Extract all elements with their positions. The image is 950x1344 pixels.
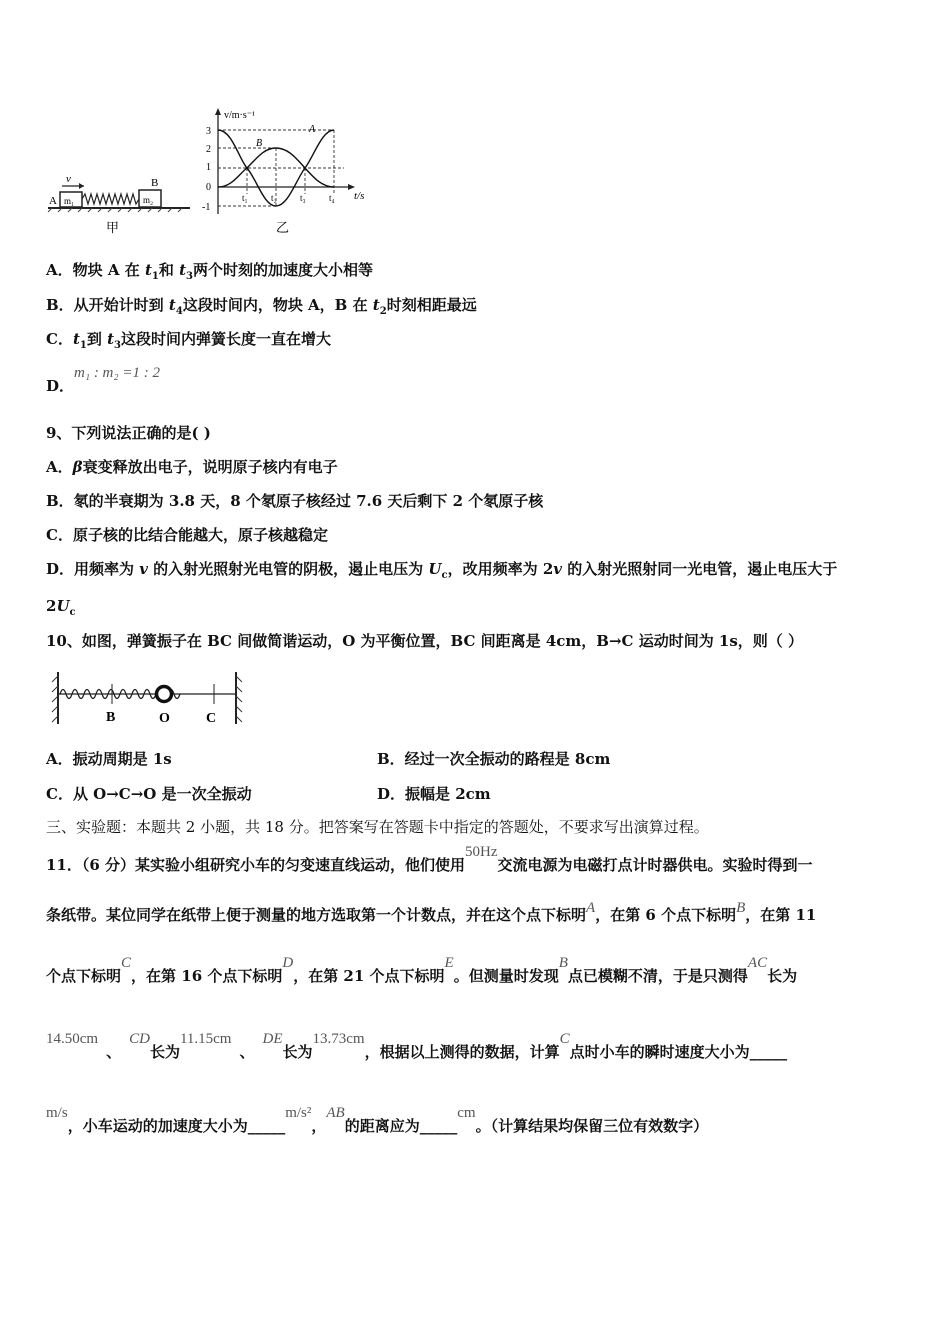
- q8-c-post: 这段时间内弹簧长度一直在增大: [121, 330, 332, 348]
- q10-option-d: D．振幅是 2cm: [377, 785, 491, 803]
- block-b-mass: m₂: [143, 195, 154, 205]
- y-tick-2: 2: [206, 144, 211, 155]
- q8-a-post: 两个时刻的加速度大小相等: [193, 261, 374, 279]
- q8-d-expr: m₁ : m₂ =1 : 2: [74, 365, 160, 381]
- q8-c-t3: t: [107, 330, 115, 348]
- q8-a-t: t: [144, 261, 152, 279]
- q11-sep2: 、: [239, 1043, 255, 1061]
- q11-c2: C: [559, 1031, 570, 1047]
- point-c-label: C: [206, 711, 217, 726]
- q9-d-v: v: [139, 560, 148, 578]
- q11-v1: 14.50cm: [46, 1031, 99, 1047]
- q11-v2: 11.15cm: [179, 1031, 232, 1047]
- q9-d-c: c: [441, 570, 448, 581]
- q9-a-pre: A．: [46, 458, 73, 476]
- q11-de: DE: [262, 1031, 283, 1047]
- q8-b-t2: t: [372, 296, 380, 314]
- x-tick-t4: t₄: [329, 193, 335, 203]
- grid-dashes: [218, 130, 344, 206]
- q11-l5b: ，: [311, 1117, 327, 1135]
- q11-l3f: 长为: [767, 967, 798, 985]
- q11-l1a: 11．（6 分）某实验小组研究小车的匀变速直线运动，他们使用: [46, 856, 466, 874]
- q11-l3e: 点已模糊不清，于是只测得: [567, 967, 748, 985]
- q11-l3b: ，在第 16 个点下标明: [131, 967, 283, 985]
- q11-l4a: 长为: [149, 1043, 180, 1061]
- oscillator-ball: [157, 687, 172, 702]
- block-a-mass: m₁: [64, 196, 75, 206]
- q9-option-c: C．原子核的比结合能越大，原子核越稳定: [46, 526, 328, 544]
- q9-d-mid2: ，改用频率为 2: [447, 560, 554, 578]
- q8-a-pre: A．物块 A 在: [46, 261, 145, 279]
- curve-b-label: B: [256, 138, 263, 149]
- q9-option-d-line1: [46, 559, 837, 586]
- q8-a-sub3: 3: [186, 271, 193, 282]
- q10-option-a: A．振动周期是 1s: [46, 750, 172, 768]
- q11-l3d: 。但测量时发现: [453, 967, 559, 985]
- q8-c-pre: C．: [46, 330, 73, 348]
- x-tick-t3: t₃: [300, 193, 306, 203]
- q11-a: A: [586, 900, 596, 916]
- q11-sep1: 、: [106, 1043, 122, 1061]
- x-tick-t2: t₂: [271, 193, 277, 203]
- q11-l1b: 交流电源为电磁打点计时器供电。实验时得到一: [497, 856, 813, 874]
- q8-c-sub1: 1: [79, 340, 87, 351]
- q11-b2: B: [558, 955, 568, 971]
- vt-graph: [202, 108, 364, 235]
- q11-u3: cm: [457, 1105, 476, 1121]
- q11-l2b: ，在第 6 个点下标明: [595, 906, 737, 924]
- q11-l4d: 点时小车的瞬时速度大小为_____: [569, 1043, 788, 1061]
- velocity-label: v: [66, 173, 71, 185]
- point-o-label: O: [159, 711, 170, 726]
- q11-l5c: 的距离应为_____: [344, 1117, 458, 1135]
- q10-option-c: C．从 O→C→O 是一次全振动: [46, 785, 252, 803]
- q11-l2a: 条纸带。某位同学在纸带上便于测量的地方选取第一个计数点，并在这个点下标明: [46, 906, 587, 924]
- q11-l4b: 长为: [282, 1043, 313, 1061]
- q11-b: B: [736, 900, 746, 916]
- y-tick-3: 3: [206, 126, 211, 137]
- q9-option-a: [46, 457, 338, 477]
- q8-b-mid: 这段时间内，物块 A，B 在: [182, 296, 373, 314]
- q8-b-sub4: 4: [175, 306, 183, 317]
- q9-d2-u: U: [56, 597, 70, 615]
- q8-option-c: [46, 329, 331, 356]
- q11-line1: [46, 844, 813, 876]
- q8-d-pre: D．: [46, 377, 75, 395]
- q8-b-sub2: 2: [379, 306, 387, 317]
- q11-e: E: [444, 955, 454, 971]
- q8-c-mid: 到: [86, 330, 108, 348]
- q8-a-t3: t: [179, 261, 187, 279]
- figure-q8-svg: [44, 104, 384, 239]
- q11-d: D: [282, 955, 294, 971]
- q11-cd: CD: [129, 1031, 150, 1047]
- x-axis-label: t/s: [354, 190, 365, 202]
- q11-ac: AC: [747, 955, 768, 971]
- q9-d-mid1: 的入射光照射光电管的阴极，遏止电压为: [147, 560, 429, 578]
- q8-c-t1: t: [72, 330, 80, 348]
- section-3-heading: 三、实验题：本题共 2 小题，共 18 分。把答案写在答题卡中指定的答题处，不要求写出演算过程。: [46, 818, 709, 836]
- q8-b-pre: B．从开始计时到: [46, 296, 169, 314]
- q11-line3: [46, 955, 798, 987]
- q8-option-b: [46, 295, 477, 322]
- y-axis-arrow: [215, 108, 221, 115]
- q11-v3: 13.73cm: [312, 1031, 365, 1047]
- q11-u1: m/s: [46, 1105, 68, 1121]
- caption-right: 乙: [276, 220, 290, 235]
- figure-q10-svg: [46, 668, 246, 728]
- q11-ab: AB: [326, 1105, 345, 1121]
- q11-u2: m/s²: [285, 1105, 312, 1121]
- q11-l2c: ，在第 11: [745, 906, 817, 924]
- y-tick-1: 1: [206, 162, 211, 173]
- q8-option-a: [46, 260, 373, 287]
- q9-d-v2: v: [553, 560, 562, 578]
- q8-a-mid: 和: [158, 261, 180, 279]
- y-axis-label: v/m·s⁻¹: [224, 110, 256, 121]
- q11-l5d: 。（计算结果均保留三位有效数字）: [475, 1117, 709, 1135]
- q9-d2-c: c: [69, 607, 76, 618]
- q9-a-beta: β: [72, 458, 83, 476]
- q9-option-d-line2: [46, 596, 76, 623]
- point-b-label: B: [106, 710, 116, 725]
- q11-line4: [46, 1031, 788, 1063]
- y-tick-0: 0: [206, 182, 211, 193]
- q11-l3a: 个点下标明: [46, 967, 122, 985]
- q8-b-post: 时刻相距最远: [386, 296, 477, 314]
- q8-option-d: [46, 365, 160, 397]
- q11-c: C: [121, 955, 132, 971]
- block-b-label: B: [151, 177, 159, 189]
- y-tick-neg1: -1: [202, 202, 211, 213]
- q11-l5a: ，小车运动的加速度大小为_____: [67, 1117, 286, 1135]
- q10-stem: 10、如图，弹簧振子在 BC 间做简谐运动，O 为平衡位置，BC 间距离是 4cm，B→C 运动时间为 1s，则（ ）: [46, 632, 804, 650]
- q9-option-b: B．氡的半衰期为 3.8 天，8 个氡原子核经过 7.6 天后剩下 2 个氡原子核: [46, 492, 544, 510]
- q9-stem: 9、下列说法正确的是( ): [46, 424, 211, 442]
- curve-a-label: A: [309, 124, 316, 135]
- velocity-arrowhead: [79, 183, 84, 189]
- spring: [82, 194, 139, 204]
- q9-d-u: U: [428, 560, 442, 578]
- q11-l3c: ，在第 21 个点下标明: [293, 967, 445, 985]
- block-a-label: A: [49, 195, 57, 207]
- q11-line5: [46, 1105, 709, 1137]
- q8-a-sub1: 1: [151, 271, 159, 282]
- q8-b-t4: t: [168, 296, 176, 314]
- q11-l4c: ，根据以上测得的数据，计算: [364, 1043, 560, 1061]
- q10-option-b: B．经过一次全振动的路程是 8cm: [377, 750, 611, 768]
- caption-left: 甲: [106, 220, 120, 235]
- q11-line2: [46, 900, 817, 926]
- q9-d2-pre: 2: [46, 597, 57, 615]
- q8-c-sub3: 3: [114, 340, 121, 351]
- q9-d-pre: D．用频率为: [46, 560, 140, 578]
- figure-q8: [44, 104, 384, 239]
- q9-d-post: 的入射光照射同一光电管，遏止电压大于: [561, 560, 838, 578]
- q9-a-post: 衰变释放出电子，说明原子核内有电子: [82, 458, 338, 476]
- figure-q10: [46, 668, 246, 728]
- x-tick-t1: t₁: [242, 193, 248, 203]
- q11-hz: 50Hz: [465, 844, 498, 860]
